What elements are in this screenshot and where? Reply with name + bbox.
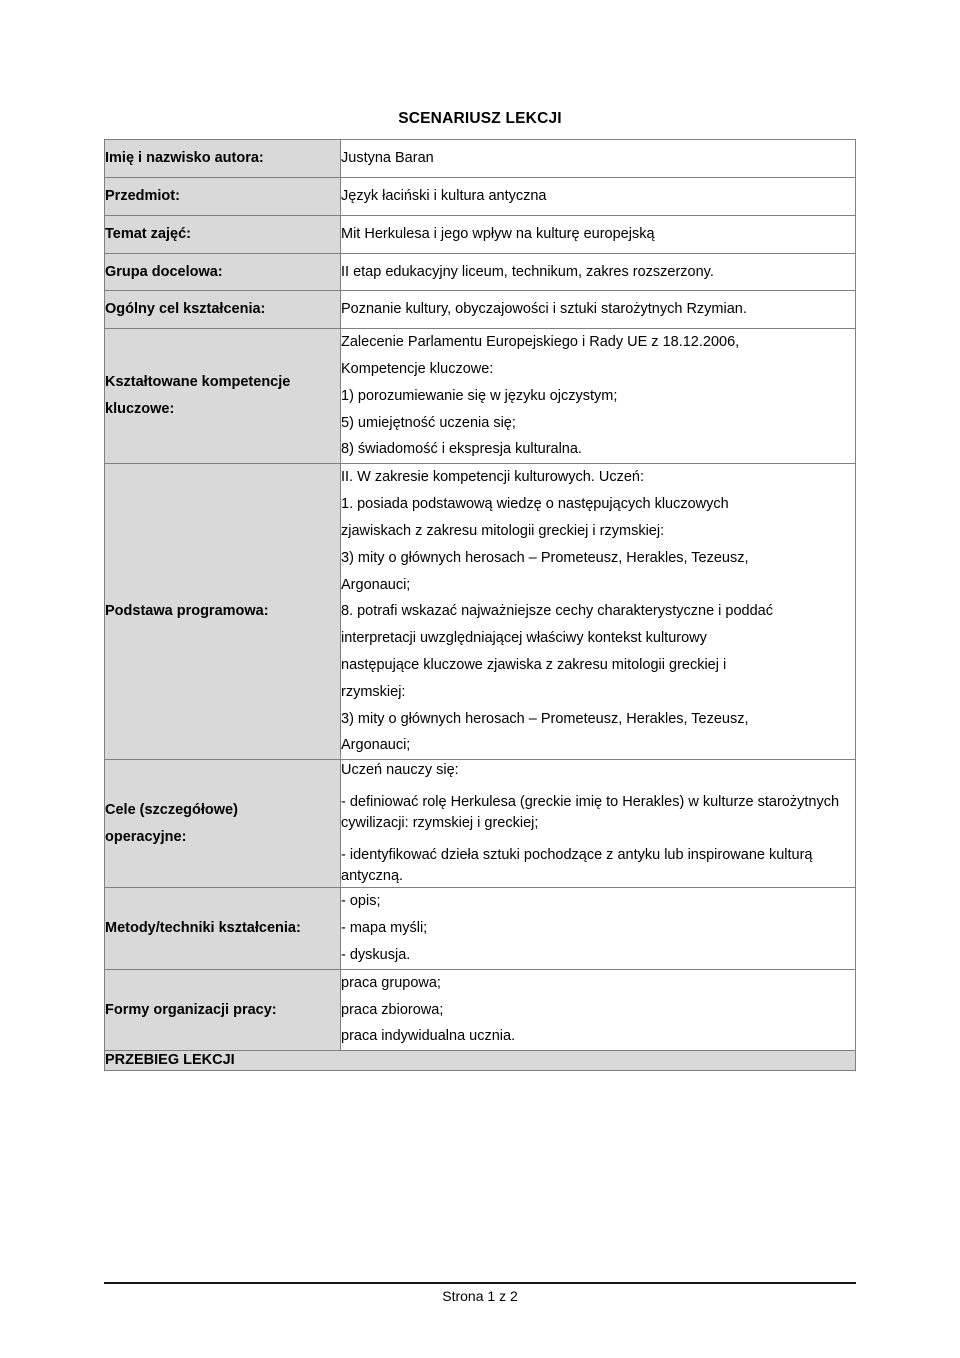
text-line: rzymskiej:: [341, 683, 406, 700]
row-value-key-competences: [341, 329, 856, 464]
text-line: II. W zakresie kompetencji kulturowych. Uczeń:: [341, 469, 644, 486]
text-line: praca zbiorowa;: [341, 1001, 444, 1018]
text-line: 8) świadomość i ekspresja kulturalna.: [341, 441, 582, 458]
row-value-work-forms: [341, 969, 856, 1050]
row-label-key-competences-line1: Kształtowane kompetencje: [105, 374, 291, 391]
text-line: praca grupowa;: [341, 974, 441, 991]
text-line: praca indywidualna ucznia.: [341, 1028, 516, 1045]
row-label-operational-goals-line1: Cele (szczegółowe): [105, 801, 238, 818]
table-row: [105, 464, 856, 760]
text-line: - dyskusja.: [341, 946, 411, 963]
row-label-author: Imię i nazwisko autora:: [105, 140, 341, 178]
text-line: 1) porozumiewanie się w języku ojczystym;: [341, 387, 618, 404]
row-label-target-group: Grupa docelowa:: [105, 253, 341, 291]
text-line: 8. potrafi wskazać najważniejsze cechy charakterystyczne i poddać: [341, 603, 773, 620]
text-line: 5) umiejętność uczenia się;: [341, 414, 516, 431]
text-line: następujące kluczowe zjawiska z zakresu mitologii greckiej i: [341, 656, 727, 673]
table-row: [105, 1051, 856, 1071]
text-line: Kompetencje kluczowe:: [341, 361, 494, 378]
text-line: interpretacji uwzględniającej właściwy kontekst kulturowy: [341, 630, 707, 647]
text-line: 3) mity o głównych herosach – Prometeusz, Herakles, Tezeusz,: [341, 710, 749, 727]
page-title: SCENARIUSZ LEKCJI: [398, 110, 562, 127]
text-paragraph: Uczeń nauczy się:: [341, 762, 459, 779]
table-row: [105, 215, 856, 253]
row-label-key-competences-line2: kluczowe:: [105, 401, 175, 418]
row-label-general-goal: Ogólny cel kształcenia:: [105, 291, 341, 329]
text-line: zjawiskach z zakresu mitologii greckiej i rzymskiej:: [341, 522, 665, 539]
table-row: [105, 177, 856, 215]
row-label-key-competences: [105, 329, 341, 464]
table-row: [105, 969, 856, 1050]
table-row: [105, 888, 856, 969]
row-value-operational-goals: [341, 760, 856, 888]
text-line: 1. posiada podstawową wiedzę o następujących kluczowych: [341, 496, 729, 513]
text-line: Argonauci;: [341, 576, 411, 593]
section-header-lesson-flow: PRZEBIEG LEKCJI: [105, 1051, 856, 1071]
row-label-work-forms: Formy organizacji pracy:: [105, 969, 341, 1050]
footer-page-number: Strona 1 z 2: [442, 1288, 518, 1304]
row-label-subject: Przedmiot:: [105, 177, 341, 215]
text-line: - opis;: [341, 893, 381, 910]
text-paragraph: - identyfikować dzieła sztuki pochodzące z antyku lub inspirowane kulturą antyczną.: [341, 847, 813, 885]
row-value-target-group: II etap edukacyjny liceum, technikum, zakres rozszerzony.: [341, 253, 856, 291]
row-label-topic: Temat zajęć:: [105, 215, 341, 253]
row-label-operational-goals-line2: operacyjne:: [105, 828, 187, 845]
row-value-topic: Mit Herkulesa i jego wpływ na kulturę europejską: [341, 215, 856, 253]
table-row: [105, 760, 856, 888]
text-line: - mapa myśli;: [341, 920, 428, 937]
row-value-general-goal: Poznanie kultury, obyczajowości i sztuki starożytnych Rzymian.: [341, 291, 856, 329]
table-row: [105, 291, 856, 329]
footer-divider: [104, 1282, 856, 1284]
text-line: Zalecenie Parlamentu Europejskiego i Rady UE z 18.12.2006,: [341, 334, 740, 351]
row-value-core-curriculum: [341, 464, 856, 760]
row-label-methods: Metody/techniki kształcenia:: [105, 888, 341, 969]
text-paragraph: - definiować rolę Herkulesa (greckie imię to Herakles) w kulturze starożytnych cywilizacji: rzymskiej i greckiej;: [341, 794, 840, 832]
row-label-operational-goals: [105, 760, 341, 888]
table-row: [105, 140, 856, 178]
text-line: 3) mity o głównych herosach – Prometeusz, Herakles, Tezeusz,: [341, 549, 749, 566]
lesson-scenario-table: [104, 139, 856, 1071]
row-value-author: Justyna Baran: [341, 140, 856, 178]
row-value-methods: [341, 888, 856, 969]
table-row: [105, 329, 856, 464]
row-label-core-curriculum: Podstawa programowa:: [105, 464, 341, 760]
text-line: Argonauci;: [341, 737, 411, 754]
table-row: [105, 253, 856, 291]
row-value-subject: Język łaciński i kultura antyczna: [341, 177, 856, 215]
